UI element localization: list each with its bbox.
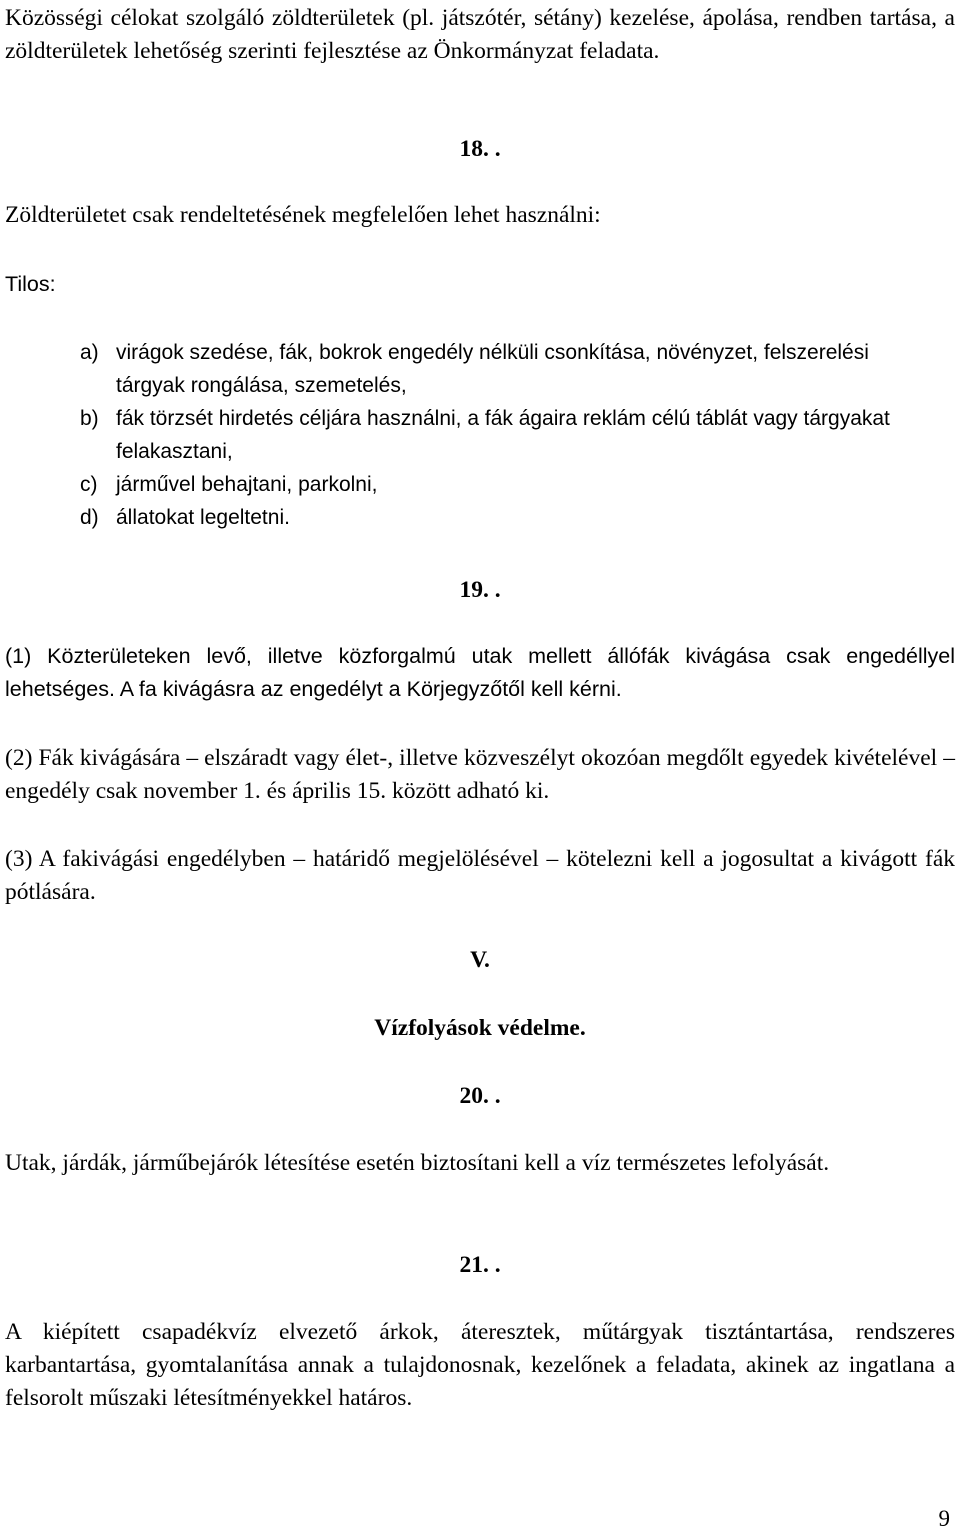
section-21-number: 21. . (459, 1252, 501, 1278)
section-20-number: 20. . (459, 1083, 501, 1109)
section-19-paragraph-2: (2) Fák kivágására – elszáradt vagy élet-, illetve közveszélyt okozóan megdőlt egyedek kivételével – engedély csak november 1. és április 15. között adható ki. (5, 745, 955, 804)
chapter-number: V. (470, 947, 490, 973)
list-item (80, 468, 940, 501)
chapter-title: Vízfolyások védelme. (374, 1015, 586, 1041)
section-18-tilos: Tilos: (5, 272, 56, 296)
page-number: 9 (938, 1506, 950, 1531)
section-19-paragraph-1: (1) Közterületeken levő, illetve közforgalmú utak mellett állófák kivágása csak engedéllyel lehetséges. A fa kivágásra az engedélyt a Körjegyzőtől kell kérni. (5, 644, 955, 701)
document-page (5, 0, 955, 1537)
list-item-marker: c) (80, 473, 98, 496)
section-18-lead: Zöldterületet csak rendeltetésének megfelelően lehet használni: (5, 202, 601, 228)
list-item-text: fák törzsét hirdetés céljára használni, a fák ágaira reklám célú táblát vagy tárgyakat felakasztani, (116, 407, 890, 463)
list-item (80, 402, 940, 468)
section-21-paragraph: A kiépített csapadékvíz elvezető árkok, áteresztek, műtárgyak tisztántartása, rendszeres karbantartása, gyomtalanítása annak a tulajdonosnak, kezelőnek a feladata, akinek az ingatlana a felsorolt műszaki létesítményekkel határos. (5, 1319, 955, 1411)
list-item (80, 336, 940, 402)
list-item-text: virágok szedése, fák, bokrok engedély nélküli csonkítása, növényzet, felszerelési tárgyak rongálása, szemetelés, (116, 341, 869, 397)
section-20-paragraph: Utak, járdák, járműbejárók létesítése esetén biztosítani kell a víz természetes lefolyását. (5, 1150, 830, 1176)
section-18-prohibited-list (80, 336, 940, 534)
list-item-marker: b) (80, 407, 99, 430)
list-item-marker: a) (80, 341, 99, 364)
list-item-text: járművel behajtani, parkolni, (116, 473, 378, 496)
intro-paragraph: Közösségi célokat szolgáló zöldterületek (pl. játszótér, sétány) kezelése, ápolása, rendben tartása, a zöldterületek lehetőség szerinti fejlesztése az Önkormányzat feladata. (5, 5, 955, 64)
list-item (80, 501, 940, 534)
list-item-text: állatokat legeltetni. (116, 506, 290, 529)
section-19-paragraph-3: (3) A fakivágási engedélyben – határidő megjelölésével – kötelezni kell a jogosultat a kivágott fák pótlására. (5, 846, 955, 905)
section-18-number: 18. . (459, 136, 501, 162)
section-19-number: 19. . (459, 577, 501, 603)
list-item-marker: d) (80, 506, 99, 529)
